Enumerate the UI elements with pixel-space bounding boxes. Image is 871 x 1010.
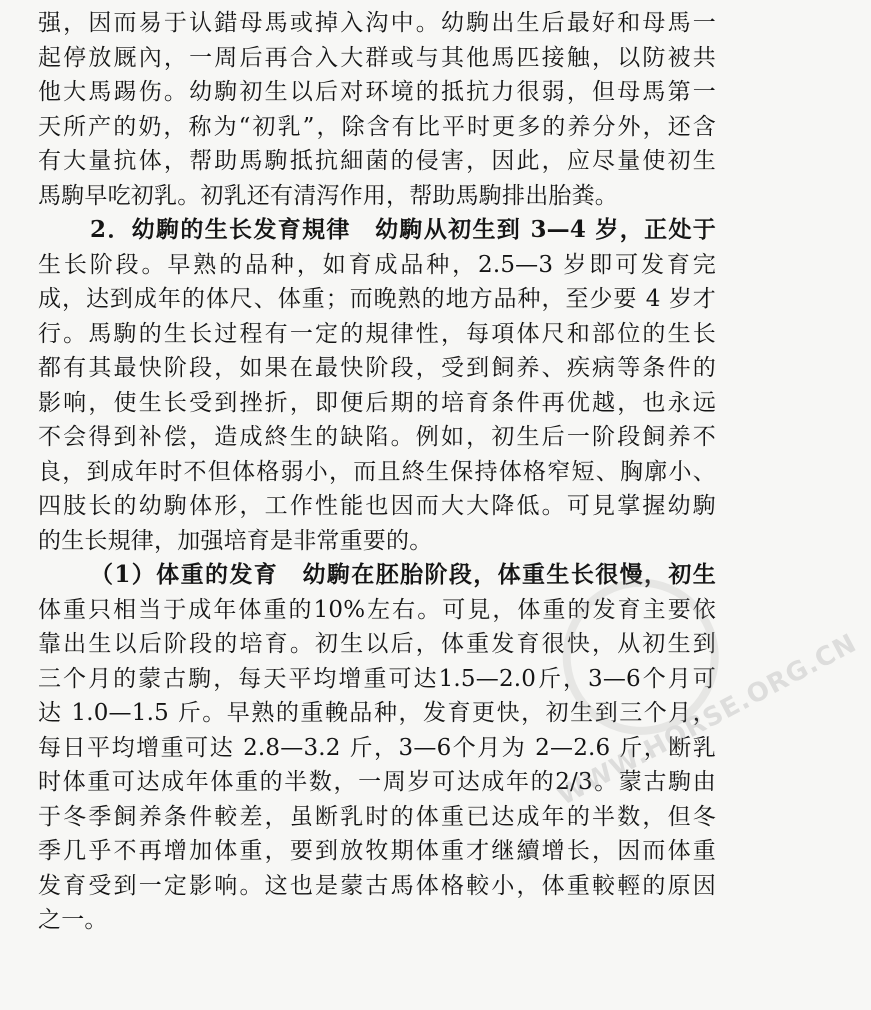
text-line-11: 都有其最快阶段，如果在最快阶段，受到飼养、疾病等条件的 <box>38 355 716 381</box>
text-line-1: 强，因而易于认錯母馬或掉入沟中。幼駒出生后最好和母馬一 <box>38 10 716 36</box>
text-line-12: 影响，使生长受到挫折，即便后期的培育条件再优越，也永远 <box>38 389 716 416</box>
section-heading-line: 2．幼駒的生长发育規律 幼駒从初生到 3—4 岁，正处于 <box>90 216 716 243</box>
text-line-16: 的生长規律，加强培育是非常重要的。 <box>38 527 433 554</box>
text-line-2: 起停放厩內，一周后再合入大群或与其他馬匹接触，以防被共 <box>38 44 716 71</box>
text-line-26: 发育受到一定影响。这也是蒙古馬体格較小，体重較輕的原因 <box>38 872 716 899</box>
text-line-18: 体重只相当于成年体重的10%左右。可見，体重的发育主要依 <box>38 596 716 623</box>
text-line-23: 时体重可达成年体重的半数，一周岁可达成年的2/3。蒙古駒由 <box>38 769 716 795</box>
text-line-9: 成，达到成年的体尺、体重；而晚熟的地方品种，至少要 4 岁才 <box>38 286 716 312</box>
text-line-10: 行。馬駒的生长过程有一定的規律性，每項体尺和部位的生长 <box>38 320 716 347</box>
text-line-25: 季几乎不再增加体重，要到放牧期体重才继續增长，因而体重 <box>38 838 716 864</box>
text-line-21: 达 1.0—1.5 斤。早熟的重輓品种，发育更快，初生到三个月， <box>38 700 716 726</box>
text-line-8: 生长阶段。早熟的品种，如育成品种，2.5—3 岁即可发育完 <box>38 251 716 278</box>
text-line-3: 他大馬踢伤。幼駒初生以后对环境的抵抗力很弱，但母馬第一 <box>38 79 716 105</box>
text-line-24: 于冬季飼养条件較差，虽断乳时的体重已达成年的半数，但冬 <box>38 803 716 830</box>
subsection-heading-line: （1）体重的发育 幼駒在胚胎阶段，体重生长很慢，初生 <box>90 561 716 588</box>
text-line-27: 之一。 <box>38 907 108 933</box>
text-line-15: 四肢长的幼駒体形，工作性能也因而大大降低。可見掌握幼駒 <box>38 493 716 519</box>
text-line-19: 靠出生以后阶段的培育。初生以后，体重发育很快，从初生到 <box>38 631 716 657</box>
text-line-6: 馬駒早吃初乳。初乳还有清泻作用，帮助馬駒排出胎粪。 <box>38 182 618 209</box>
watermark-text: WWW.HORSE.ORG.CN <box>552 628 862 812</box>
text-line-22: 每日平均增重可达 2.8—3.2 斤，3—6个月为 2—2.6 斤，断乳 <box>38 734 716 761</box>
text-line-14: 良，到成年时不但体格弱小，而且終生保持体格窄短、胸廓小、 <box>38 458 716 485</box>
text-line-13: 不会得到补偿，造成終生的缺陷。例如，初生后一阶段飼养不 <box>38 424 716 450</box>
text-line-20: 三个月的蒙古駒，每天平均增重可达1.5—2.0斤，3—6个月可 <box>38 665 716 692</box>
text-line-4: 天所产的奶，称为“初乳”，除含有比平时更多的养分外，还含 <box>38 113 716 140</box>
text-line-5: 有大量抗体，帮助馬駒抵抗細菌的侵害，因此，应尽量使初生 <box>38 148 716 174</box>
